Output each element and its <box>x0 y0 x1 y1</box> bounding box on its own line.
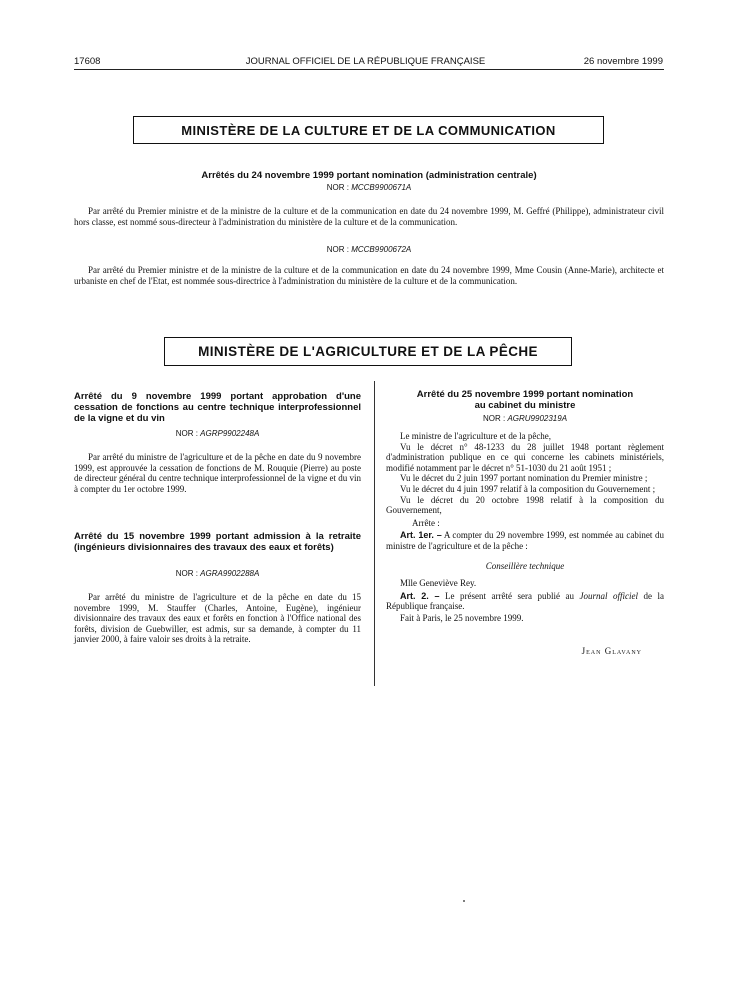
article-1-text: A compter du 29 novembre 1999, est nommée au cabinet du ministre de l'agriculture et de la pêche : <box>386 530 664 551</box>
nor-label: NOR : <box>326 245 349 254</box>
article-1 <box>386 530 664 551</box>
journal-officiel-italic: Journal officiel <box>579 590 639 601</box>
nor-code: AGRA9902288A <box>200 569 260 578</box>
article-2-label: Art. 2. – <box>400 590 440 601</box>
article-1-label: Art. 1er. – <box>400 530 442 541</box>
ministry-culture-heading: MINISTÈRE DE LA CULTURE ET DE LA COMMUNICATION <box>133 116 604 144</box>
nor-code: AGRU9902319A <box>507 414 568 423</box>
arrete-15-nov-nor <box>74 569 361 578</box>
journal-title: JOURNAL OFFICIEL DE LA RÉPUBLIQUE FRANÇAISE <box>245 56 486 67</box>
scan-speck <box>463 900 465 902</box>
arrete-9-nov-title: Arrêté du 9 novembre 1999 portant approbation d'une cessation de fonctions au centre technique interprofessionnel de la vigne et du vin <box>74 391 361 424</box>
appointee: Mlle Geneviève Rey. <box>400 578 477 589</box>
nor-code: AGRP9902248A <box>200 429 260 438</box>
arrete-9-nov-nor <box>74 429 361 438</box>
visa-decret-20-oct: Vu le décret du 20 octobre 1998 relatif à la composition du Gouvernement, <box>386 494 664 516</box>
culture-nor-2 <box>74 245 664 254</box>
arrete-25-nov-title <box>386 389 664 411</box>
column-divider <box>374 381 375 686</box>
header-rule <box>74 69 664 70</box>
arrete-15-nov-paragraph: Par arrêté du ministre de l'agriculture et de la pêche en date du 15 novembre 1999, M. Stauffer (Charles, Antoine, Eugène), ingénieur divisionnaire des travaux des eaux et forêts en fonction à l'Office national des forêts, division de Guebwiller, est admis, sur sa demande, à compter du 11 janvier 2000, à faire valoir ses droits à la retraite. <box>74 592 361 645</box>
visa-decret-2-juin: Vu le décret du 2 juin 1997 portant nomination du Premier ministre ; <box>400 473 648 484</box>
nor-label: NOR : <box>175 569 198 578</box>
fait-a-paris: Fait à Paris, le 25 novembre 1999. <box>400 612 524 623</box>
title-line-2: au cabinet du ministre <box>474 400 576 411</box>
article-2-text-b: de la République française. <box>386 590 665 612</box>
nor-code: MCCB9900672A <box>351 245 412 254</box>
role-title: Conseillère technique <box>485 560 565 571</box>
issue-date: 26 novembre 1999 <box>583 56 663 67</box>
nor-label: NOR : <box>326 183 349 192</box>
culture-paragraph-2: Par arrêté du Premier ministre et de la ministre de la culture et de la communication en date du 24 novembre 1999, Mme Cousin (Anne-Marie), architecte et urbaniste en chef de l'Etat, est nommée sous-directrice à l'administration du ministère de la culture et de la communication. <box>74 265 664 286</box>
nor-label: NOR : <box>175 429 198 438</box>
arrete-9-nov-paragraph: Par arrêté du ministre de l'agriculture et de la pêche en date du 9 novembre 1999, est approuvée la cessation de fonctions de M. Rouquie (Pierre) au poste de directeur général du centre technique interprofessionnel de la vigne et du vin à compter du 1er octobre 1999. <box>74 452 361 494</box>
arrete-15-nov-title: Arrêté du 15 novembre 1999 portant admission à la retraite (ingénieurs divisionnaires des travaux des eaux et forêts) <box>74 531 361 553</box>
arrete-25-nov-nor <box>386 414 664 423</box>
article-2 <box>386 591 664 612</box>
arrete-25-nov-body <box>386 431 664 624</box>
signature: Jean Glavany <box>581 646 642 656</box>
visa-decret-4-juin: Vu le décret du 4 juin 1997 relatif à la composition du Gouvernement ; <box>400 483 656 494</box>
article-2-text-a: Le présent arrêté sera publié au <box>445 590 574 601</box>
page-number: 17608 <box>74 56 101 67</box>
nor-code: MCCB9900671A <box>351 183 412 192</box>
visa-minister: Le ministre de l'agriculture et de la pêche, <box>400 431 552 441</box>
culture-arrete-title: Arrêtés du 24 novembre 1999 portant nomination (administration centrale) <box>201 170 537 181</box>
nor-label: NOR : <box>482 414 506 423</box>
culture-nor-1 <box>74 183 664 192</box>
arrete-word: Arrête : <box>412 517 440 528</box>
visa-decret-1948: Vu le décret n° 48-1233 du 28 juillet 1948 portant règlement d'administration publique en ce qui concerne les cabinets ministériels, modifié notamment par le décret n° 51-1030 du 21 août 1951 ; <box>386 441 664 473</box>
title-line-1: Arrêté du 25 novembre 1999 portant nomination <box>416 389 634 400</box>
culture-paragraph-1: Par arrêté du Premier ministre et de la ministre de la culture et de la communication en date du 24 novembre 1999, M. Geffré (Philippe), administrateur civil hors classe, est nommé sous-directeur à l'administration du ministère de la culture et de la communication. <box>74 206 664 227</box>
ministry-agriculture-heading: MINISTÈRE DE L'AGRICULTURE ET DE LA PÊCHE <box>164 337 572 366</box>
